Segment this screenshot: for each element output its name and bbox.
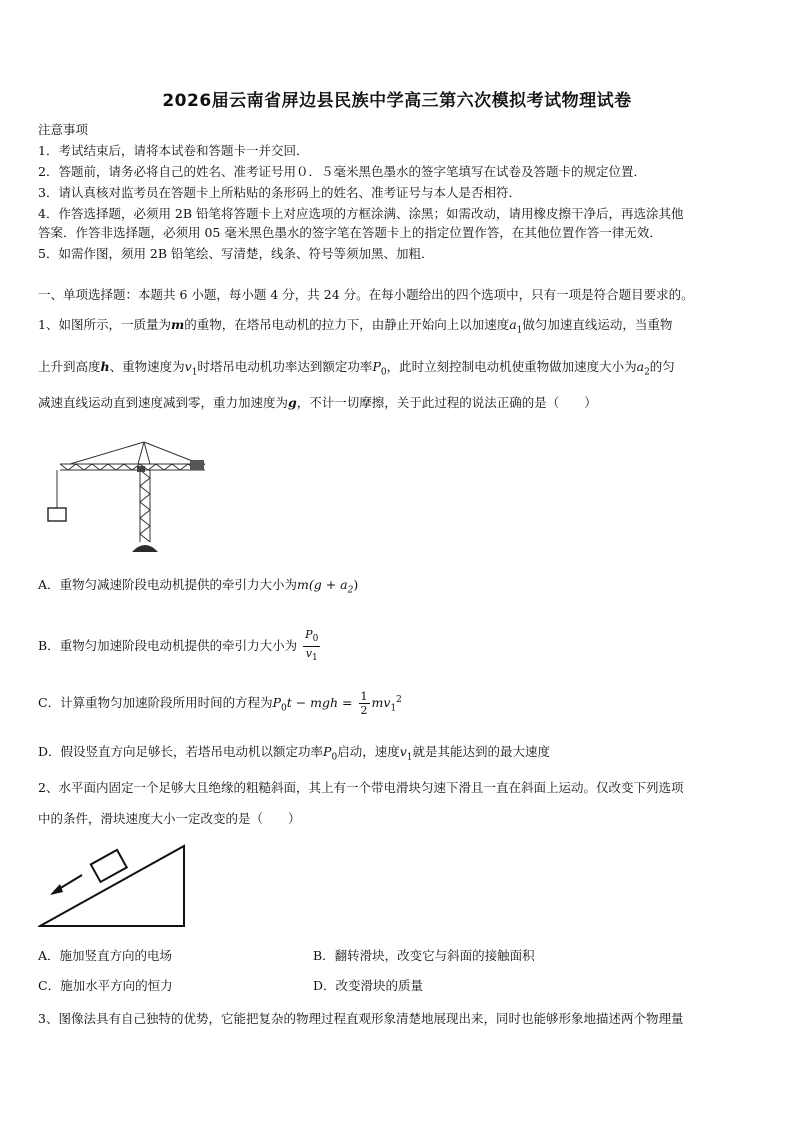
- crane-cab: [137, 466, 145, 472]
- q2-option-a[interactable]: A．施加竖直方向的电场: [38, 948, 173, 963]
- q2-option-b[interactable]: B．翻转滑块，改变它与斜面的接触面积: [313, 948, 535, 963]
- fraction: $\frac{P_0}{v_1}$: [305, 628, 319, 664]
- q2-line-2: 中的条件，滑块速度大小一定改变的是（ ）: [38, 811, 301, 826]
- note-item-1: 1．考试结束后，请将本试卷和答题卡一并交回．: [38, 143, 309, 158]
- note-item-2: 2．答题前，请务必将自己的姓名、准考证号用０．５毫米黑色墨水的签字笔填写在试卷及答题卡的规定位置．: [38, 164, 646, 179]
- q1-line-2: 上升到高度h、重物速度为$v_1$时塔吊电动机功率达到额定功率$P_0$，此时立刻控制电动机使重物做加速度大小为$a_2$的匀: [38, 359, 675, 378]
- load-box: [48, 508, 66, 521]
- q1-line-3: 减速直线运动直到速度减到零，重力加速度为g，不计一切摩擦，关于此过程的说法正确的是（ ）: [38, 395, 597, 410]
- q1-option-a[interactable]: A．重物匀减速阶段电动机提供的牵引力大小为$m(g + a_2)$: [38, 577, 359, 596]
- q2-option-c[interactable]: C．施加水平方向的恒力: [38, 978, 173, 993]
- q2-line-1: 2、水平面内固定一个足够大且绝缘的粗糙斜面，其上有一个带电滑块匀速下滑且一直在斜面上运动。仅改变下列选项: [38, 780, 684, 795]
- q3-line-1: 3、图像法具有自己独特的优势，它能把复杂的物理过程直观形象清楚地展现出来，同时也能够形象地描述两个物理量: [38, 1011, 684, 1026]
- sliding-block: [91, 850, 127, 882]
- tower-crane-figure: [40, 440, 215, 555]
- note-item-4: 4．作答选择题，必须用 2B 铅笔将答题卡上对应选项的方框涂满、涂黑；如需改动，请用橡皮擦干净后，再选涂其他: [38, 206, 684, 221]
- note-item-5: 5．如需作图，须用 2B 铅笔绘、写清楚，线条、符号等须加黑、加粗．: [38, 246, 434, 261]
- q2-option-d[interactable]: D．改变滑块的质量: [313, 978, 424, 993]
- fraction-half: $\frac{1}{2}$: [360, 690, 368, 717]
- crane-base: [132, 545, 158, 552]
- arrow-head-icon: [50, 884, 63, 895]
- section-heading: 一、单项选择题：本题共 6 小题，每小题 4 分，共 24 分。在每小题给出的四个选项中，只有一项是符合题目要求的。: [38, 287, 694, 302]
- q1-option-b[interactable]: B．重物匀加速阶段电动机提供的牵引力大小为 $\frac{P_0}{v_1}$: [38, 628, 319, 664]
- note-item-4-cont: 答案．作答非选择题，必须用 05 毫米黑色墨水的签字笔在答题卡上的指定位置作答，在其他位置作答一律无效．: [38, 225, 662, 240]
- page-title: 2026届云南省屏边县民族中学高三第六次模拟考试物理试卷: [162, 91, 632, 111]
- incline-figure: [38, 842, 190, 930]
- q1-line-1: 1、如图所示，一质量为m的重物，在塔吊电动机的拉力下，由静止开始向上以加速度$a_1$做匀加速直线运动，当重物: [38, 317, 673, 336]
- note-item-3: 3．请认真核对监考员在答题卡上所粘贴的条形码上的姓名、准考证号与本人是否相符．: [38, 185, 521, 200]
- q1-option-d[interactable]: D．假设竖直方向足够长，若塔吊电动机以额定功率$P_0$启动，速度$v_1$就是其能达到的最大速度: [38, 744, 551, 763]
- counterweight: [190, 460, 204, 470]
- notes-heading: 注意事项: [38, 122, 89, 137]
- q1-option-c[interactable]: C．计算重物匀加速阶段所用时间的方程为$P_0t$ − mgh = $\frac{1}{2}$ $mv_1^2$: [38, 690, 402, 717]
